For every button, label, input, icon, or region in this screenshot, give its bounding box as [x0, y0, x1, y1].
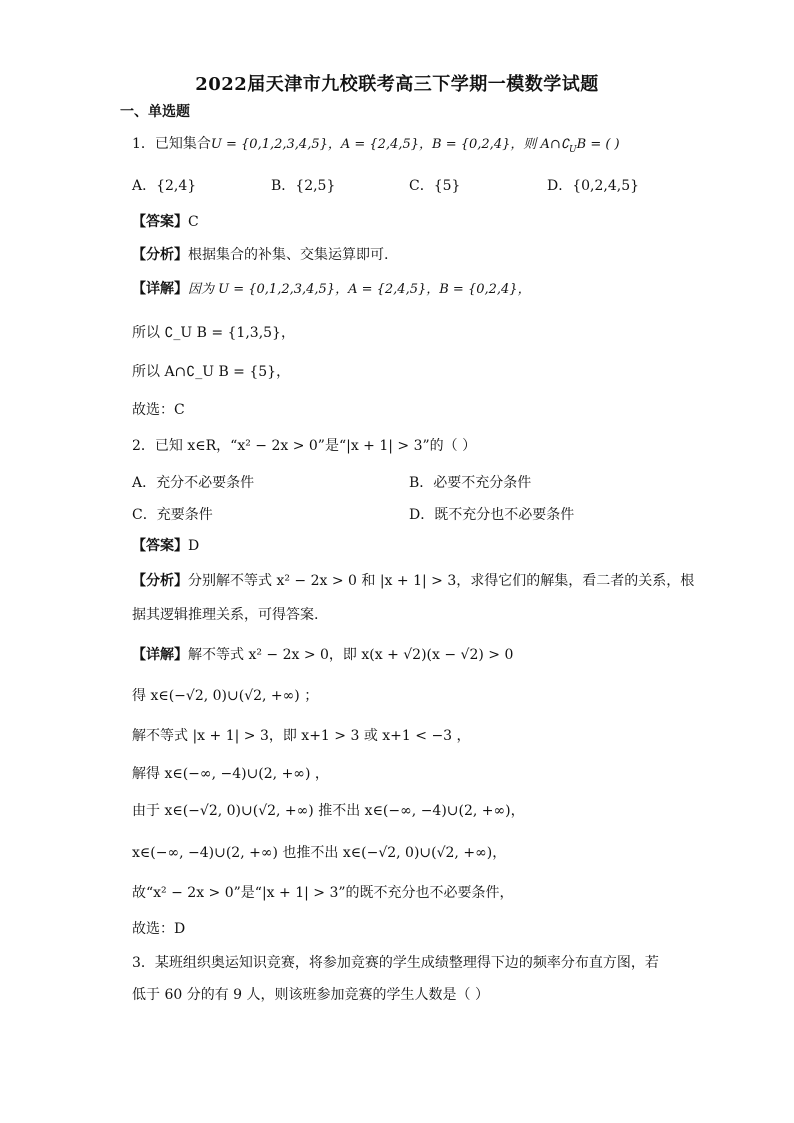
question-3-line-2: 低于 60 分的有 9 人，则该班参加竞赛的学生人数是（ ） — [132, 987, 489, 1003]
q2-analysis-1 — [132, 571, 694, 591]
page-title: 2022届天津市九校联考高三下学期一模数学试题 — [195, 74, 599, 95]
detail-text: 解不等式 x² − 2x > 0，即 x(x + √2)(x − √2) > 0 — [188, 647, 514, 663]
q2-choose: 故选：D — [132, 921, 186, 937]
analysis-text: 根据集合的补集、交集运算即可. — [188, 247, 389, 263]
q2-answer — [132, 536, 199, 556]
question-2-stem: 2．已知 x∈R，“x² − 2x > 0”是“|x + 1| > 3”的（ ） — [132, 438, 477, 454]
q2-line-2: 解不等式 |x + 1| > 3，即 x+1 > 3 或 x+1 < −3 ， — [132, 728, 471, 744]
q1-step-2: 所以 A∩∁_U B = {5}， — [132, 364, 291, 380]
question-1-stem — [132, 134, 620, 160]
question-3-line-1: 3．某班组织奥运知识竞赛，将参加竞赛的学生成绩整理得下边的频率分布直方图，若 — [132, 955, 659, 971]
q1-step-1: 所以 ∁_U B = {1,3,5}， — [132, 325, 295, 341]
q1-option-c: C．{5} — [409, 178, 461, 194]
analysis-tag: 【分析】 — [132, 247, 188, 263]
q1-choose: 故选：C — [132, 402, 185, 418]
analysis-text: 分别解不等式 x² − 2x > 0 和 |x + 1| > 3，求得它们的解集，看二者的关系，根 — [188, 573, 695, 589]
q2-line-3: 解得 x∈(−∞, −4)∪(2, +∞) ， — [132, 766, 329, 782]
q2-option-b: B．必要不充分条件 — [409, 475, 532, 491]
detail-tag: 【详解】 — [132, 647, 188, 663]
answer-value: C — [188, 214, 199, 230]
q2-option-a: A．充分不必要条件 — [132, 475, 255, 491]
q2-option-d: D．既不充分也不必要条件 — [409, 507, 575, 523]
analysis-tag: 【分析】 — [132, 573, 188, 589]
detail-text: 因为 U = {0,1,2,3,4,5}，A = {2,4,5}，B = {0,2,4}， — [188, 282, 531, 297]
detail-tag: 【详解】 — [132, 281, 188, 297]
q1-prefix: 1．已知集合 — [132, 136, 211, 152]
q2-option-c: C．充要条件 — [132, 507, 213, 523]
answer-value: D — [188, 538, 200, 554]
section-heading: 一、单选题 — [120, 104, 190, 120]
q1-end: B = ( ) — [576, 137, 620, 152]
q2-line-1: 得 x∈(−√2, 0)∪(√2, +∞) ； — [132, 688, 319, 704]
q1-answer — [132, 212, 199, 232]
q1-option-d: D．{0,2,4,5} — [547, 178, 640, 194]
answer-tag: 【答案】 — [132, 214, 188, 230]
q2-detail — [132, 645, 513, 665]
q2-line-5: x∈(−∞, −4)∪(2, +∞) 也推不出 x∈(−√2, 0)∪(√2, +∞)， — [132, 845, 507, 861]
q1-detail — [132, 279, 531, 300]
q2-line-4: 由于 x∈(−√2, 0)∪(√2, +∞) 推不出 x∈(−∞, −4)∪(2, +∞)， — [132, 803, 525, 819]
q2-analysis-2: 据其逻辑推理关系，可得答案. — [132, 607, 319, 623]
q2-line-6: 故“x² − 2x > 0”是“|x + 1| > 3”的既不充分也不必要条件， — [132, 885, 514, 901]
q1-sub: U — [569, 144, 577, 155]
q1-option-a: A．{2,4} — [132, 178, 197, 194]
q1-analysis — [132, 245, 388, 265]
q1-option-b: B．{2,5} — [271, 178, 336, 194]
answer-tag: 【答案】 — [132, 538, 188, 554]
q1-math: U = {0,1,2,3,4,5}，A = {2,4,5}，B = {0,2,4}，则 A∩∁ — [210, 137, 570, 152]
